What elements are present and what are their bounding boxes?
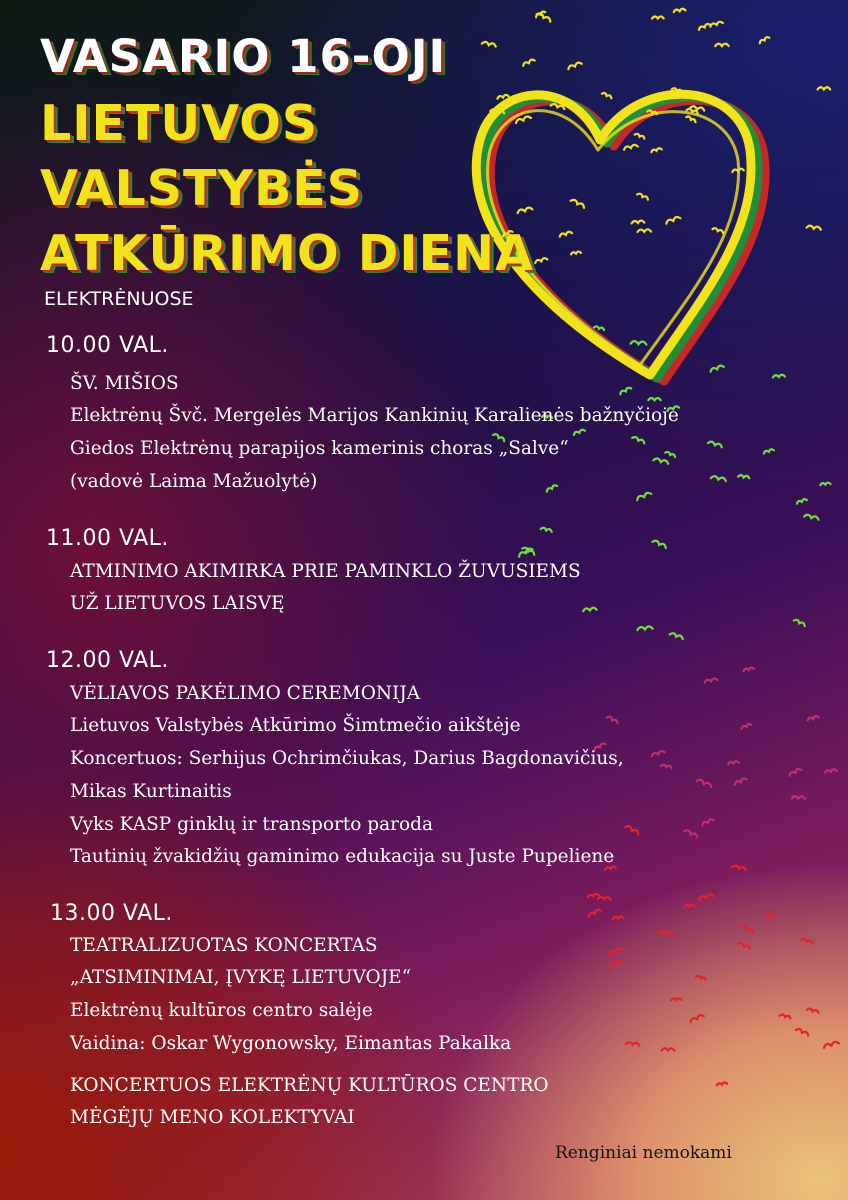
event-line: MĖGĖJŲ MENO KOLEKTYVAI [70,1107,355,1128]
bird-icon [710,365,724,372]
event-line: „ATSIMINIMAI, ĮVYKĘ LIETUVOJE“ [70,967,412,988]
bird-icon [517,207,533,213]
bird-icon [652,16,664,18]
bird-icon [658,930,674,936]
bird-icon [637,626,652,630]
bird-icon [665,216,680,224]
bird-icon [789,768,802,776]
event-line: TEATRALIZUOTAS KONCERTAS [70,935,378,956]
bird-icon [559,231,572,237]
bird-icon [697,779,713,788]
event-line: Tautinių žvakidžių gaminimo edukacija su Juste Pupeliene [70,846,615,867]
event-line: Vyks KASP ginklų ir transporto paroda [70,814,434,835]
footer-free-events: Renginiai nemokami [555,1143,732,1163]
bird-icon [780,1014,791,1019]
bird-icon [651,148,662,153]
event-line: Giedos Elektrėnų parapijos kamerinis choras „Salve“ [70,438,569,459]
bird-icon [807,715,819,720]
bird-icon [738,942,751,949]
bird-icon [794,619,806,626]
bird-icon [653,458,669,464]
bird-icon [807,1008,819,1013]
bird-icon [823,1041,839,1048]
bird-icon [610,960,623,966]
bird-icon [686,115,696,122]
event-line: Elektrėnų Švč. Mergelės Marijos Kankinių Karalienės bažnyčioje [70,405,679,426]
birds-group [482,8,839,1085]
event-line: Koncertuos: Serhijus Ochrimčiukas, Darius Bagdonavičius, [70,748,624,769]
bird-icon [734,777,747,784]
bird-icon [717,1082,728,1085]
bird-icon [711,476,727,482]
bird-icon [712,227,723,233]
bird-icon [497,94,509,98]
bird-icon [602,92,612,98]
bird-icon [637,229,651,232]
bird-icon [573,429,585,435]
bird-icon [637,193,649,200]
bird-icon [632,436,645,444]
bird-icon [818,87,831,89]
bird-icon [728,761,739,764]
bird-icon [796,498,806,503]
bird-icon [807,225,822,230]
event-line: ATMINIMO AKIMIRKA PRIE PAMINKLO ŽUVUSIEMS [70,561,581,582]
bird-icon [608,947,622,956]
bird-icon [583,607,597,611]
bird-icon [546,484,557,492]
bird-icon [670,632,684,639]
bird-icon [635,133,645,139]
bird-icon [588,908,601,916]
event-line: Mikas Kurtinaitis [70,781,232,802]
bird-icon [708,441,723,448]
event-time-13: 13.00 VAL. [50,901,173,926]
bird-icon [710,21,723,27]
title-date: VASARIO 16-OJI [40,30,447,83]
bird-icon [732,865,746,870]
bird-icon [701,818,713,825]
bird-icon [522,59,534,66]
bird-icon [648,398,660,400]
bird-icon [571,251,581,254]
bird-icon [684,905,694,907]
bird-icon [738,475,750,478]
event-line: ŠV. MIŠIOS [70,373,179,394]
bird-icon [825,769,837,773]
bird-icon [624,144,638,150]
bird-icon [704,678,717,683]
title-atkurimo-diena: ATKŪRIMO DIENA [40,225,535,282]
title-lietuvos: LIETUVOS [40,95,319,152]
bird-icon [715,44,728,47]
bird-icon [662,1048,675,1050]
bird-icon [636,492,651,501]
bird-icon [671,998,682,1000]
bird-icon [482,41,496,46]
bird-icon [626,1042,640,1046]
bird-icon [588,893,599,897]
event-line: Lietuvos Valstybės Atkūrimo Šimtmečio aikštėje [70,715,521,736]
subtitle-location: ELEKTRĖNUOSE [44,288,194,310]
event-time-12: 12.00 VAL. [46,648,169,673]
event-line: UŽ LIETUVOS LAISVĘ [70,593,285,614]
bird-icon [690,1014,704,1022]
event-line: KONCERTUOS ELEKTRĖNŲ KULTŪROS CENTRO [70,1075,549,1096]
bird-icon [766,915,776,917]
bird-icon [698,894,713,900]
bird-icon [625,825,639,835]
bird-icon [567,61,581,69]
bird-icon [631,341,647,345]
event-line: Vaidina: Oskar Wygonowsky, Eimantas Pakalka [70,1033,512,1054]
bird-icon [571,198,586,207]
bird-icon [759,36,769,43]
bird-icon [607,716,619,724]
bird-icon [804,514,819,520]
bird-icon [541,527,553,532]
event-line: (vadovė Laima Mažuolytė) [70,471,318,492]
title-valstybes: VALSTYBĖS [40,160,364,217]
bird-icon [665,451,676,457]
bird-icon [741,723,751,729]
event-line: VĖLIAVOS PAKĖLIMO CEREMONIJA [70,683,421,704]
bird-icon [796,1028,809,1036]
bird-icon [698,23,710,30]
bird-icon [673,8,685,12]
event-time-11: 11.00 VAL. [46,526,169,551]
bird-icon [792,796,805,799]
bird-icon [661,764,672,768]
bird-icon [696,975,706,980]
bird-icon [535,257,548,263]
bird-icon [598,897,611,900]
bird-icon [773,374,785,377]
bird-icon [742,926,753,933]
bird-icon [652,539,666,548]
bird-icon [684,829,698,838]
event-line: Elektrėnų kultūros centro salėje [70,1000,373,1021]
bird-icon [613,916,624,919]
bird-icon [763,449,774,454]
event-time-10: 10.00 VAL. [46,333,169,358]
bird-icon [801,938,813,944]
bird-icon [594,326,604,330]
bird-icon [820,482,830,485]
bird-icon [743,667,754,671]
bird-icon [619,387,631,395]
bird-icon [651,750,665,756]
bird-icon [632,220,645,223]
